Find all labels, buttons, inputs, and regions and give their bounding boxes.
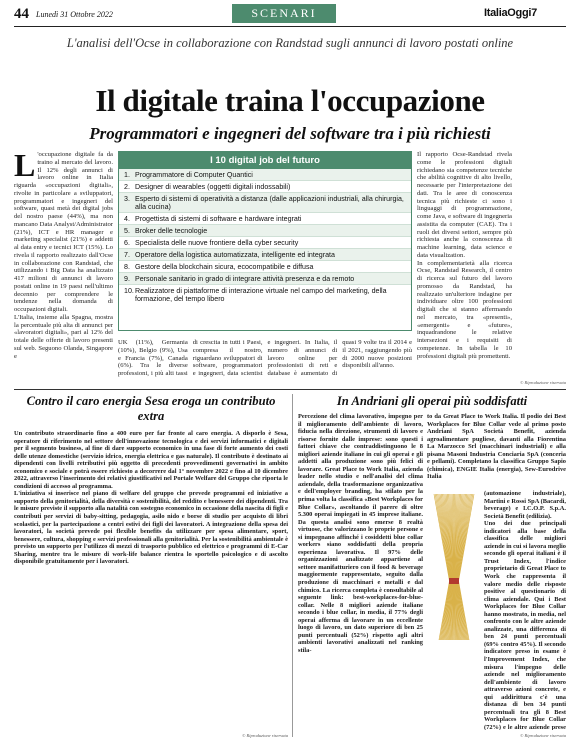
job-item-text: Programmatore di Computer Quantici xyxy=(135,171,253,179)
job-item xyxy=(119,213,411,225)
kicker: L'analisi dell'Ocse in collaborazione con Randstad sugli annunci di lavoro postati online xyxy=(66,36,514,50)
job-item-text: Designer di wearables (oggetti digitali indossabili) xyxy=(135,183,291,191)
right-article-col1: Percezione del clima lavorativo, impegno per il miglioramento dell'ambiente di lavoro, fiducia nella direzione, strumenti di lavoro e risorse fornite dalle imprese: sono questi i fattori chiave che contraddistinguono le 8 migliori aziende italiane in cui gli operai e gli addetti alla produzione sono più felici di lavorare. Great Place to Work Italia, azienda leader nello studio e nell'analisi del clima aziendale, della trasformazione organizzativa e dell'employer branding, ha stilato per la prima volta la classifica «Best Workplaces for Blue Collar», ascoltando il parere di oltre 5.300 operai impiegati in 45 imprese italiane. Da questa analisi sono emerse 8 realtà virtuose, che valorizzano le proprie persone e si impegnano affinché i cosiddetti blue collar workers siano soddisfatti della propria esperienza lavorativa. Il 97% delle organizzazioni analizzate appartiene al settore manifatturiero con il food & beverage maggiormente rappresentato, seguito dalla produzione di macchinari e metalli e dal chimico. La ricerca completa è consultabile al seguente link: best-workplaces-for-blue-collar. Nelle 8 migliori aziende italiane secondo i blue collar, in media, il 77% degli operai afferma di lavorare in un eccellente luogo di lavoro, un dato superiore di ben 25 punti percentuali (52%) rispetto agli altri ambienti lavorativi analizzati nel ranking stila- xyxy=(298,413,423,654)
job-item-text: Realizzatore di piattaforme di interazione virtuale nel campo del marketing, della formazione, del tempo libero xyxy=(135,287,387,303)
spaghetti-bundle-image xyxy=(427,490,481,646)
job-item xyxy=(119,193,411,213)
section-rule xyxy=(14,389,566,390)
job-item-number: 2. xyxy=(124,183,130,191)
job-item-text: Gestore della blockchain sicura, ecocompatibile e diffusa xyxy=(135,263,314,271)
job-item-number: 7. xyxy=(124,251,130,259)
job-box xyxy=(118,151,412,331)
right-article-col3: (automazione industriale), Martini e Rossi SpA (Bacardi, beverage) e I.C.O.P. S.p.A. Società Benefit (edilizia). Uno dei due principali indicatori alla base della classifica delle migliori aziende in cui si lavora meglio secondo gli operai italiani è il Trust Index, l'indice proprietario di Great Place to Work che rappresenta il valore medio delle risposte positive al questionario di clima aziendale. Qui i Best Workplaces for Blue Collar hanno mostrato, in media, nel confronto con le altre aziende analizzate, una differenza di ben 24 punti percentuali (69% contro 45%). Il secondo indicatore preso in esame è l'Improvement Index, che misura l'impegno delle aziende nel miglioramento dell'ambiente di lavoro attraverso azioni concrete, e qui addirittura c'è una distanza di ben 34 punti percentuali tra gli 8 Best Workplaces for Blue Collar (72%) e le altre aziende prese xyxy=(484,490,566,730)
subheadline: Programmatori e ingegneri del software tra i più richiesti xyxy=(89,124,491,143)
main-article-bottom-row: UK (11%), Germania (10%), Belgio (9%), Usa e Francia (7%), Canada (6%). Tra le diverse professioni, i più alti tassi di crescita in tutti i Paesi, compresa il nostro, riguardano sviluppatori di software, programmatori e ingegneri, data scientist e ingegneri. In Italia, il numero di annunci di lavoro online per professionisti di reti e database è aumentato di quasi 9 volte tra il 2014 e il 2021, raggiungendo più di 2000 nuove posizioni disponibili all'anno. xyxy=(118,339,412,377)
job-item-text: Operatore della logistica automatizzata, intelligente ed integrata xyxy=(135,251,335,259)
job-item xyxy=(119,181,411,193)
job-item-number: 8. xyxy=(124,263,130,271)
page-number: 44 xyxy=(14,6,29,22)
job-item-number: 1. xyxy=(124,171,130,179)
job-item xyxy=(119,249,411,261)
job-list xyxy=(119,169,411,304)
left-article-title: Contro il caro energia Sesa eroga un contributo extra xyxy=(26,394,276,423)
job-item-number: 9. xyxy=(124,275,130,283)
main-article-col6: Il rapporto Ocse-Randstad rivela come le professioni digitali richiedano sia competenze tecniche che abilità cognitive di alto livello, necessarie per l'interpretazione dei dati. Tra le aree di conoscenza tecnica più richieste ci sono i linguaggi di programmazione, come Java, e software di ingegneria assistita da computer (CAE). Tra i ruoli dei diversi settori, sempre più richiesta anche la conoscenza di machine learning, data science e data visualization. In complementarietà alla ricerca Ocse, Randstad Research, il centro di ricerca sul futuro del lavoro promosso da Randstad, ha realizzato un'ulteriore indagine per individuare oltre 100 professioni digitali che si stanno affermando nel mercato, tra «presenti», «emergenti» e «future», inquadrandone le relative intersezioni e i requisiti di competenze. In tabella le 10 professioni digitali più promettenti. xyxy=(417,151,512,360)
job-box-title: I 10 digital job del futuro xyxy=(119,152,411,169)
job-item-number: 6. xyxy=(124,239,130,247)
job-item-number: 10. xyxy=(124,287,134,295)
right-article-footer: © Riproduzione riservata xyxy=(520,733,566,738)
job-item-number: 4. xyxy=(124,215,130,223)
pasta-photo xyxy=(427,490,481,646)
job-item-text: Esperto di sistemi di operatività a distanza (dalle applicazioni industriali, alla chirurgia, alla cucina) xyxy=(135,195,404,211)
top-rule xyxy=(14,26,566,27)
job-item xyxy=(119,225,411,237)
job-item xyxy=(119,261,411,273)
job-item-text: Progettista di sistemi di software e hardware integrati xyxy=(135,215,302,223)
job-item xyxy=(119,169,411,181)
left-article-footer: © Riproduzione riservata xyxy=(242,733,288,738)
job-item-text: Personale sanitario in grado di integrare attività presenza e da remoto xyxy=(135,275,355,283)
newspaper-logo: ItaliaOggi7 xyxy=(484,7,537,19)
main-article-footer: © Riproduzione riservata xyxy=(520,380,566,385)
issue-date: Lunedì 31 Ottobre 2022 xyxy=(36,10,113,19)
job-item-text: Broker delle tecnologie xyxy=(135,227,208,235)
column-divider xyxy=(292,394,293,737)
job-item-number: 3. xyxy=(124,195,130,203)
right-article-title: In Andriani gli operai più soddisfatti xyxy=(336,394,528,408)
job-item-number: 5. xyxy=(124,227,130,235)
dropcap: L xyxy=(14,151,36,183)
main-article-col1 xyxy=(14,151,113,388)
job-item xyxy=(119,273,411,285)
headline: Il digitale traina l'occupazione xyxy=(95,83,485,118)
job-item xyxy=(119,285,411,304)
job-item xyxy=(119,237,411,249)
job-item-text: Specialista delle nuove frontiere della cyber security xyxy=(135,239,299,247)
left-article-body: Un contributo straordinario fino a 400 euro per far fronte al caro energia. A disporlo è Sesa, operatore di riferimento nel settore dell'innovazione tecnologica e dei servizi informatici e digitali per il segmento business, al fine di dare supporto economico in una fase di forte aumento dei costi delle utenze domestiche (servizio idrico, energia elettrica e gas naturale). Il contributo è destinato ai dipendenti con livelli retributivi più oggetto di precedenti provvedimenti governativi in ambito economico e sociale e potrà essere richiesto a decorrere dal 1° novembre 2022 e fino al 10 dicembre 2022, attraverso l'inserimento dei relativi giustificativi nel Portale Welfare del Gruppo che riporta le condizioni di accesso al programma. L'iniziativa si inserisce nel piano di welfare del gruppo che prevede programmi ed iniziative a supporto della genitorialità, della diversità e sostenibilità, del reddito e benessere dei dipendenti. Tra le misure previste il supporto alla natalità con sostegno economico in occasione della nascita di figli e contributi per servizi di baby-sitting, pedagogia, asilo nido e borse di studio per acquisto di libri scolastici, per la partecipazione a centri estivi dei figli dei lavoratori. A integrazione della spesa dei lavoratori, la società prevede poi flexible benefits da utilizzare per spesa alimentare, sport, benessere, cultura, shopping e servizi professionali alla genitorialità. Per la sostenibilità ambientale è previsto un supporto per l'utilizzo di mezzi di trasporto pubblico ed elettrico e programmi di E-Car Sharing, mentre tra le misure di work-life balance rientra lo sportello psicologico e di ascolto disponibile gratuitamente per i lavoratori. xyxy=(14,430,288,566)
main-article-col1-text: 'occupazione digitale fa da traino al mercato del lavoro. Il 12% degli annunci di lavoro online in Italia riguarda «occupazioni digitali», rivolte in particolare a sviluppatori, programmatori e ingegneri del software, quasi metà dei digital jobs del nostro paese (44%), ma non mancano Data Analyst/Administrator (21%), ICT e HR manager e marketing specialist (21%) e addetti al data entry e tecnici ICT (15%). Lo rivela il rapporto realizzato dall'Ocse in collaborazione con Randstad, che utilizzando i Big Data ha analizzato 417 milioni di annunci di lavoro postati online in 19 paesi nell'ultimo decennio per comprendere le tendenze nella domanda di occupazioni digitali. L'Italia, insieme alla Spagna, mostra la percentuale più alta di annunci per «lavoratori digitali», pari al 12% del totale delle offerte di lavoro presenti sul web. Seguono Olanda, Singapore e xyxy=(14,151,113,360)
right-article-col2: to da Great Place to Work Italia. Il podio dei Best Workplaces for Blue Collar vede al primo posto Andriani SpA Società Benefit, azienda agroalimentare pugliese, davanti alla Fiorentina La Marzocco Srl (macchinari industriali) e alla pisana Masoni Industria Conciaria SpA (conceria e pellami). Completano la classifica Gruppo Sapio (chimica), ENGIE Italia (energia), Sew-Eurodrive Italia xyxy=(427,413,566,481)
section-tag: SCENARI xyxy=(232,4,336,23)
